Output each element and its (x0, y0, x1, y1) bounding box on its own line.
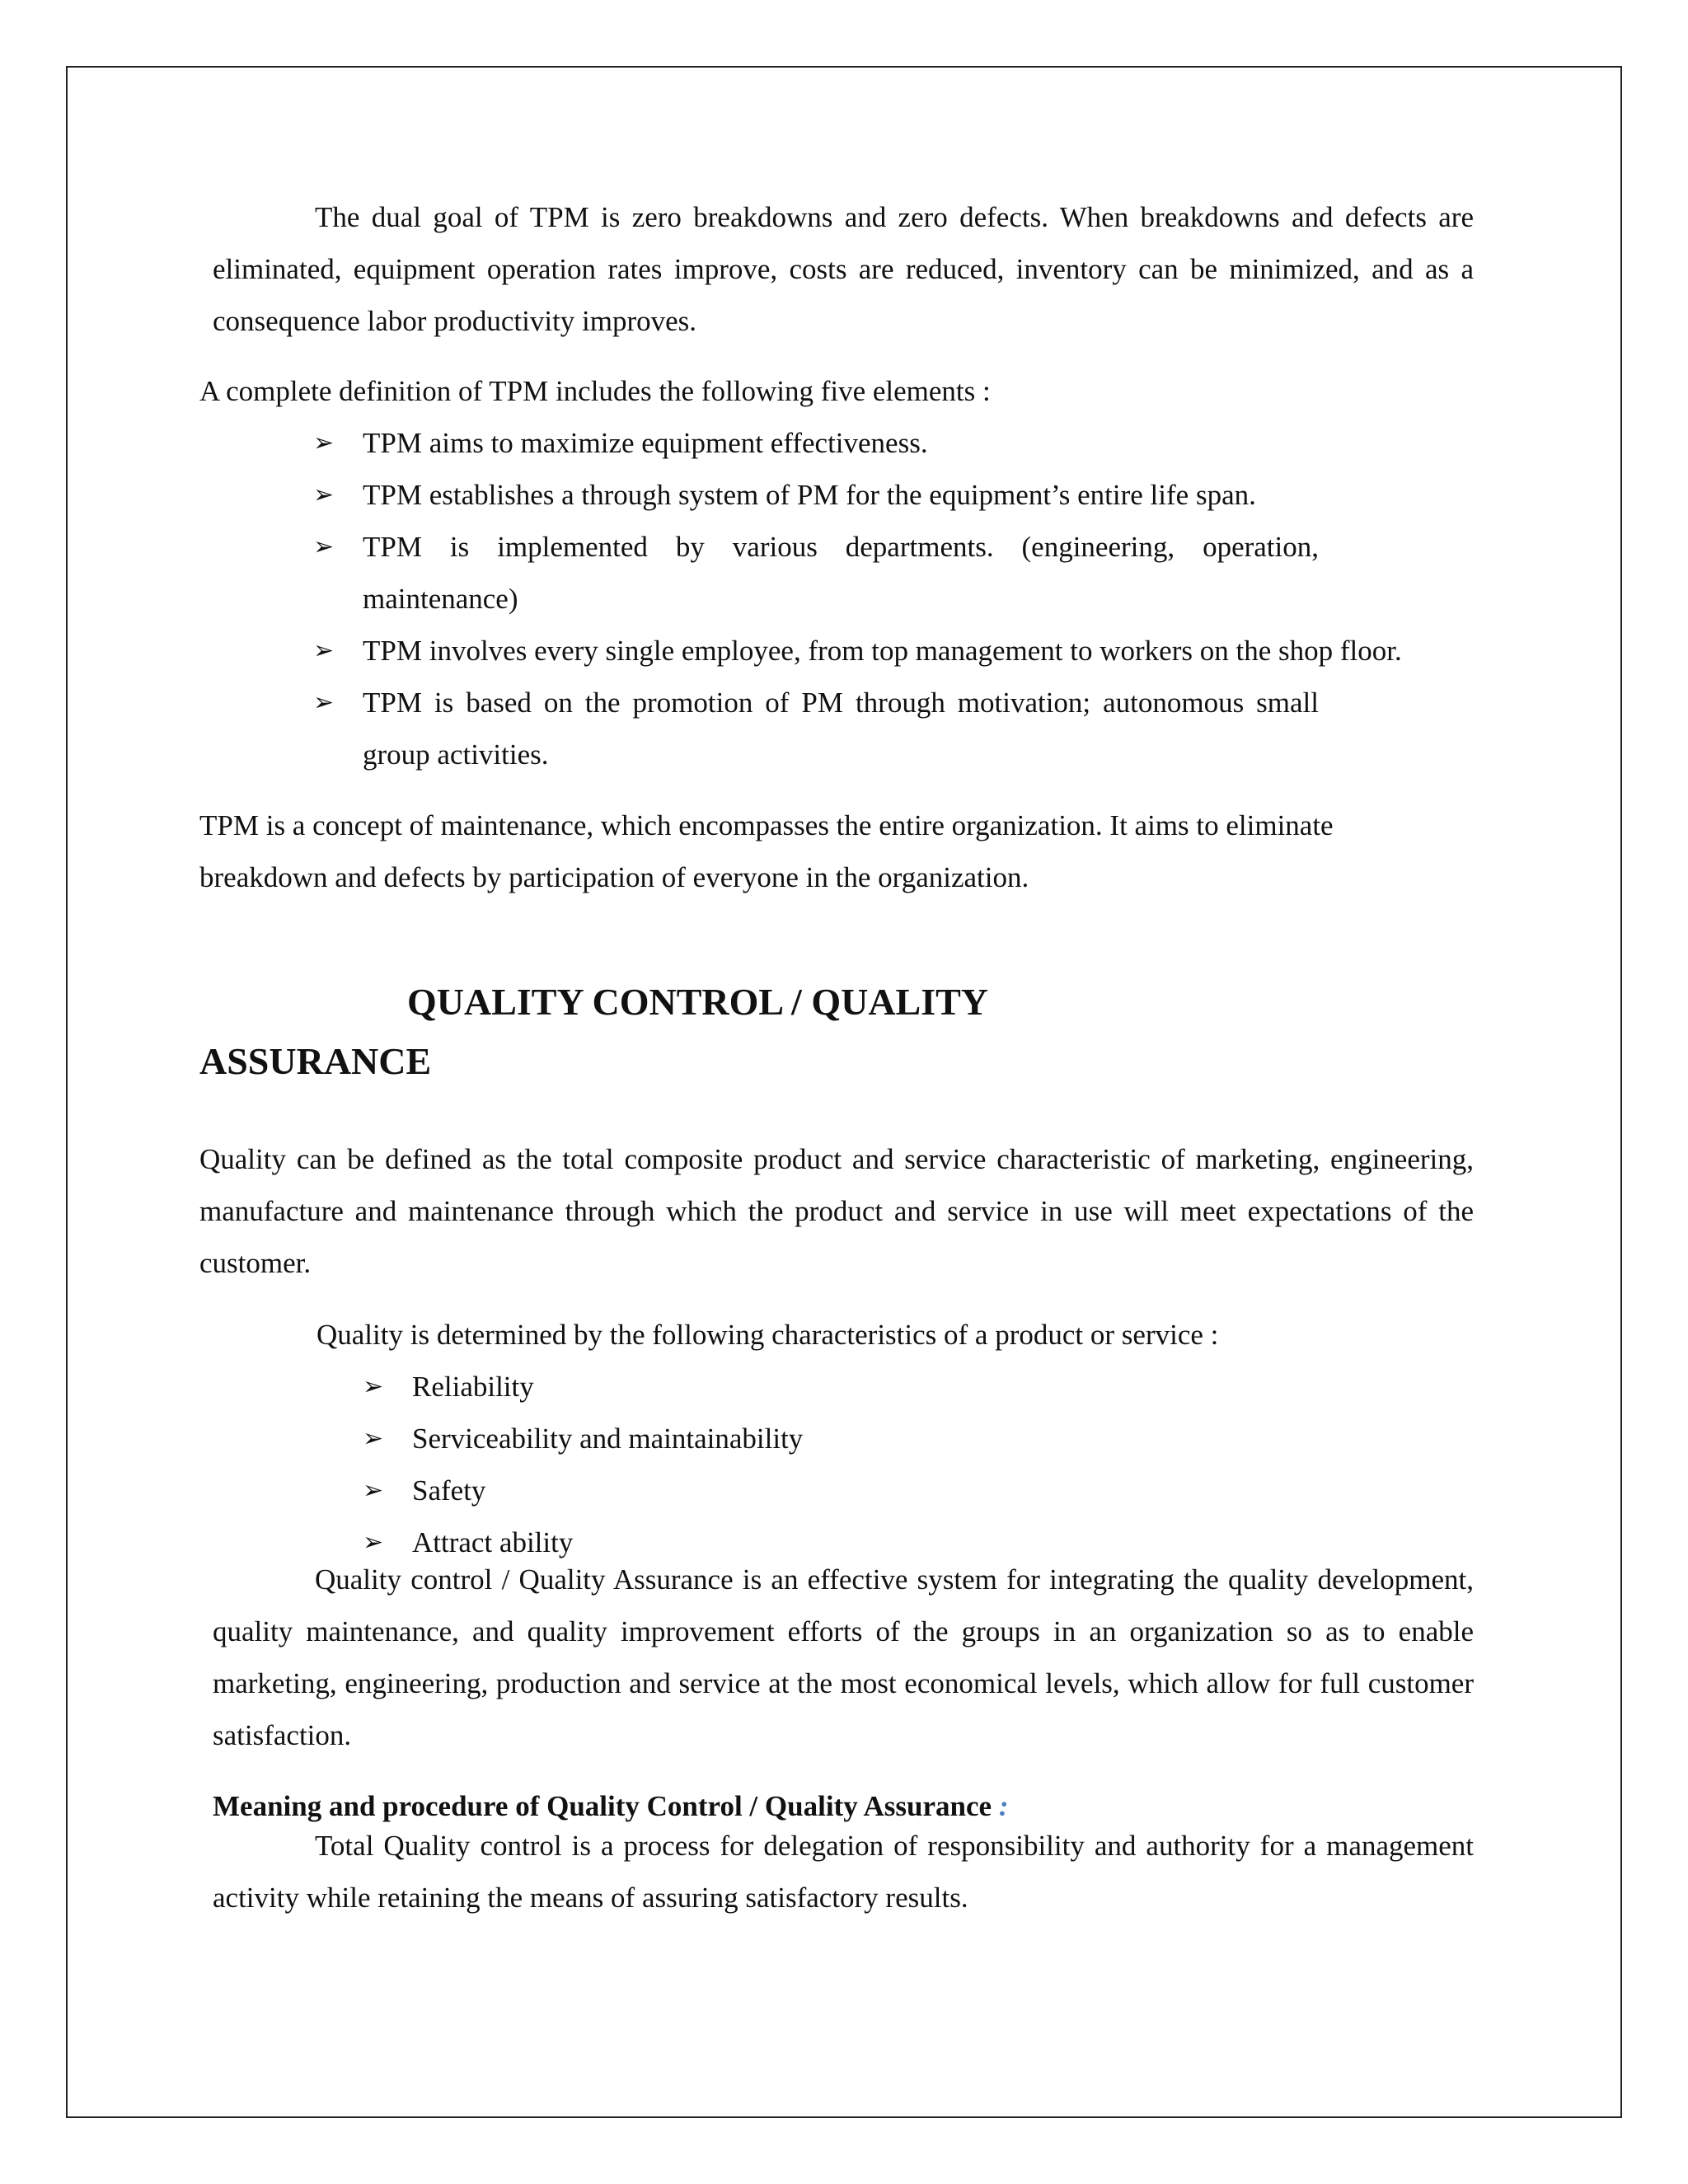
list-item-text: TPM is implemented by various departments. (engineering, operation, maintenance) (363, 531, 1319, 615)
list-item-text: Serviceability and maintainability (412, 1422, 804, 1455)
list-item-text: TPM establishes a through system of PM for the equipment’s entire life span. (363, 479, 1256, 511)
section-heading-line-1: QUALITY CONTROL / QUALITY (407, 981, 989, 1023)
arrowhead-bullet-icon: ➢ (313, 532, 335, 561)
list-item-text: TPM aims to maximize equipment effectiveness. (363, 427, 928, 459)
list-item-text: Safety (412, 1474, 486, 1507)
list-item (313, 677, 1319, 780)
quality-characteristics-intro: Quality is determined by the following characteristics of a product or service : (316, 1319, 1219, 1351)
meaning-subheading-text: Meaning and procedure of Quality Control / Quality Assurance (213, 1790, 992, 1822)
arrowhead-bullet-icon: ➢ (363, 1528, 384, 1557)
tpm-definition-intro: A complete definition of TPM includes the following five elements : (199, 375, 991, 407)
list-item-text: TPM is based on the promotion of PM through motivation; autonomous small group activities. (363, 687, 1319, 771)
arrowhead-bullet-icon: ➢ (313, 636, 335, 665)
list-item (363, 1413, 1517, 1465)
qa-system-paragraph: Quality control / Quality Assurance is an effective system for integrating the quality development, quality maintenance, and quality improvement efforts of the groups in an organization so as to enable marketing, engineering, production and service at the most economical levels, which allow for full customer satisfaction. (213, 1563, 1474, 1751)
arrowhead-bullet-icon: ➢ (363, 1476, 384, 1505)
quality-characteristics-list (363, 1361, 1517, 1568)
meaning-subheading-colon: : (998, 1790, 1009, 1822)
arrowhead-bullet-icon: ➢ (313, 688, 335, 717)
tpm-elements-list (313, 417, 1402, 780)
list-item (363, 1361, 1517, 1413)
arrowhead-bullet-icon: ➢ (313, 429, 335, 457)
arrowhead-bullet-icon: ➢ (313, 480, 335, 509)
section-heading-line-2: ASSURANCE (199, 1040, 432, 1082)
list-item (313, 625, 1517, 677)
tqc-paragraph: Total Quality control is a process for delegation of responsibility and authority for a management activity while retaining the means of assuring satisfactory results. (213, 1830, 1474, 1914)
list-item-text: Attract ability (412, 1526, 574, 1558)
tpm-goal-paragraph: The dual goal of TPM is zero breakdowns and zero defects. When breakdowns and defects are eliminated, equipment operation rates improve, costs are reduced, inventory can be minimized, and as a consequence labor productivity improves. (213, 201, 1474, 337)
list-item (313, 469, 1517, 521)
list-item-text: TPM involves every single employee, from top management to workers on the shop floor. (363, 635, 1402, 667)
list-item (313, 417, 1319, 469)
list-item (363, 1465, 1517, 1516)
tpm-concept-paragraph: TPM is a concept of maintenance, which encompasses the entire organization. It aims to eliminate breakdown and defects by participation of everyone in the organization. (199, 809, 1334, 893)
list-item (313, 521, 1319, 625)
arrowhead-bullet-icon: ➢ (363, 1424, 384, 1453)
arrowhead-bullet-icon: ➢ (363, 1372, 384, 1401)
quality-definition-paragraph: Quality can be defined as the total composite product and service characteristic of marketing, engineering, manufacture and maintenance through which the product and service in use will meet expectations of the customer. (199, 1143, 1474, 1279)
list-item-text: Reliability (412, 1371, 534, 1403)
